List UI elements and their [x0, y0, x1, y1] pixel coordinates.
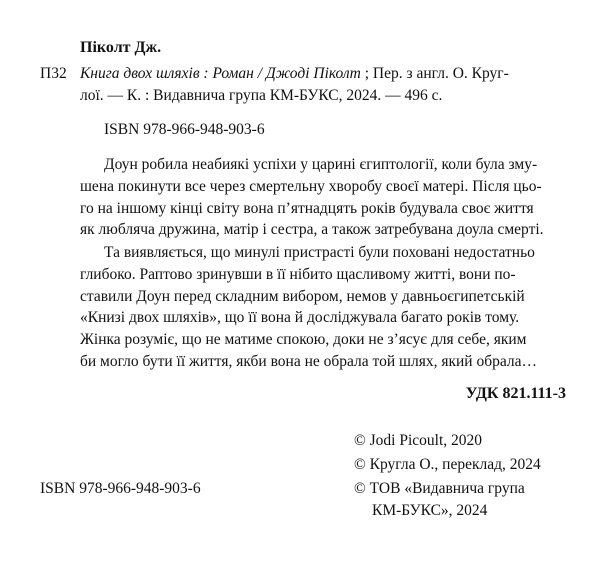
copyright-line: © Jodi Picoult, 2020 [354, 432, 483, 449]
udk-code: УДК 821.111-3 [465, 385, 566, 402]
annotation-line: «Книзі двох шляхів», що її вона й досліджувала багато років тому. [80, 309, 520, 327]
author-heading: Піколт Дж. [80, 39, 162, 56]
bibliographic-line-1 [80, 64, 509, 84]
bibliographic-line-2: лої. — К. : Видавнича група КМ-БУКС, 2024. — 496 с. [80, 87, 443, 104]
annotation-line: шена покинути все через смертельну хворобу своєї матері. Після цьо- [80, 177, 542, 195]
annotation-line: Жінка розуміє, що не матиме спокою, доки не з’ясує для себе, яким [80, 331, 527, 349]
annotation-line: Та виявляється, що минулі пристрасті були поховані недостатньо [104, 244, 535, 261]
annotation-paragraph-1 [80, 154, 570, 241]
annotation-line: як люблячa дружина, матір і сестра, а також затребувана доула смерті. [80, 221, 544, 239]
annotation-line: би могло бути її життя, якби вона не обрала той шлях, який обрала… [80, 352, 537, 370]
annotation-paragraph-2 [80, 242, 570, 373]
index-code: П32 [40, 65, 67, 82]
bibliographic-rest: ; Пер. з англ. О. Круг- [360, 65, 509, 82]
annotation-line: ставили Доун перед складним вибором, немов у давньоєгипетській [80, 287, 525, 305]
copyright-line: КМ-БУКС», 2024 [372, 502, 488, 519]
book-title: Книга двох шляхів : Роман / Джоді Піколт [80, 65, 361, 82]
annotation-line: Доун робила неабиякі успіхи у царині єгиптології, коли була зму- [104, 156, 538, 173]
copyright-line: © ТОВ «Видавнича група [354, 480, 525, 497]
isbn-bottom: ISBN 978-966-948-903-6 [40, 480, 201, 497]
annotation-line: глибоко. Раптово зринувши в її нібито щасливому житті, вони по- [80, 265, 516, 283]
annotation-line: го на іншому кінці світу вона п’ятнадцять років будувала своє життя [80, 199, 534, 217]
isbn-top: ISBN 978-966-948-903-6 [104, 121, 265, 138]
copyright-line: © Кругла О., переклад, 2024 [354, 456, 541, 473]
